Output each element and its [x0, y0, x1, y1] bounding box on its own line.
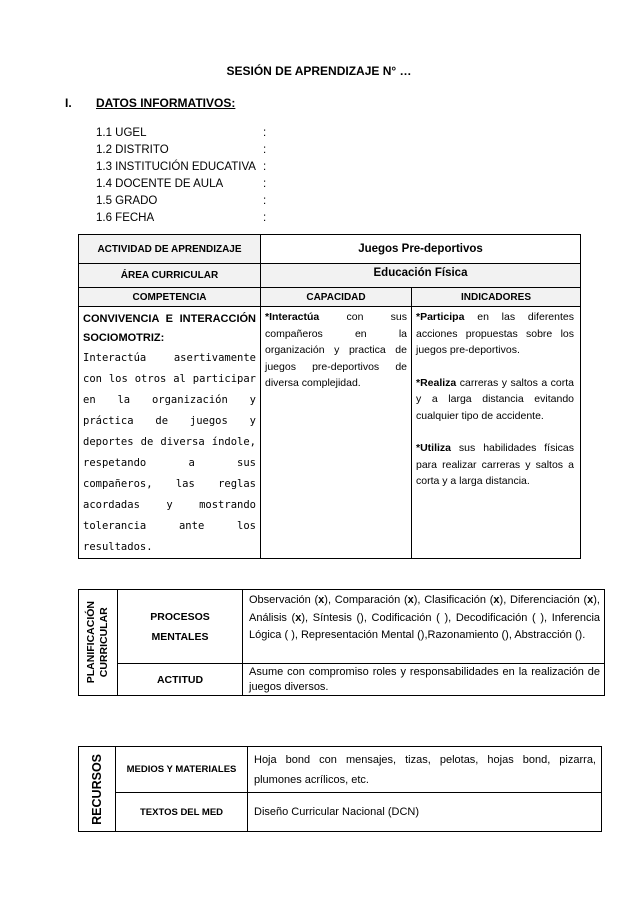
medios-label: MEDIOS Y MATERIALES	[116, 747, 248, 793]
procesos-value	[249, 592, 600, 645]
procesos-value-cell	[243, 590, 605, 664]
capacidad-verb: *Interactúa	[265, 311, 320, 323]
capacidad-rest: con sus compañeros en la organización y practica de juegos pre-deportivos de diversa complejidad.	[265, 311, 407, 389]
textos-value-cell	[248, 793, 602, 832]
indicador-verb: *Realiza	[416, 376, 457, 389]
info-colon: :	[263, 195, 267, 207]
procesos-text-part: Observación (	[249, 594, 319, 606]
recursos-table	[78, 746, 602, 832]
info-colon: :	[263, 178, 267, 190]
procesos-text-part: ), Clasificación (	[413, 594, 494, 606]
indicador-item	[416, 309, 574, 359]
actividad-label: ACTIVIDAD DE APRENDIZAJE	[79, 235, 261, 264]
indicadores-cell	[412, 307, 581, 559]
medios-value-cell	[248, 747, 602, 793]
info-label: 1.6 FECHA	[96, 212, 155, 224]
col-competencia: COMPETENCIA	[79, 288, 261, 307]
info-label: 1.4 DOCENTE DE AULA	[96, 178, 224, 190]
procesos-mark: x	[407, 594, 414, 606]
textos-label: TEXTOS DEL MED	[116, 793, 248, 832]
indicador-rest: en las diferentes acciones propuestas sobre los juegos pre-deportivos.	[416, 311, 574, 356]
procesos-label-line2: MENTALES	[151, 630, 209, 643]
info-label: 1.3 INSTITUCIÓN EDUCATIVA	[96, 161, 256, 173]
capacidad-text	[265, 309, 407, 392]
indicador-item	[416, 375, 574, 425]
info-label: 1.5 GRADO	[96, 195, 158, 207]
recursos-vertical-cell	[79, 747, 116, 832]
info-label: 1.1 UGEL	[96, 127, 147, 139]
competencia-cell	[79, 307, 261, 559]
session-table	[78, 234, 581, 559]
info-colon: :	[263, 127, 267, 139]
planificacion-vertical-label	[85, 601, 111, 683]
col-indicadores: INDICADORES	[412, 288, 581, 307]
competencia-title: CONVIVENCIA E INTERACCIÓN SOCIOMOTRIZ:	[83, 313, 256, 344]
actitud-value-cell	[243, 664, 605, 696]
procesos-mark: x	[587, 594, 594, 606]
indicador-verb: *Utiliza	[416, 442, 452, 454]
procesos-text-part: ), Diferenciación (	[499, 594, 588, 606]
indicador-rest: sus habilidades físicas para realizar carreras y saltos a corta y a larga distancia.	[416, 442, 574, 487]
procesos-text-part: ), Síntesis (), Codificación ( ), Decodificación ( ), Inferencia Lógica ( ), Representación Mental (),Razonamiento (), Abstracción ().	[249, 611, 601, 641]
planificacion-vertical-cell	[79, 590, 118, 696]
info-colon: :	[263, 144, 267, 156]
medios-value: Hoja bond con mensajes, tizas, pelotas, hojas bond, pizarra, plumones acrílicos, etc.	[254, 754, 596, 786]
procesos-mark: x	[318, 594, 325, 606]
area-value: Educación Física	[261, 264, 581, 288]
procesos-label	[118, 590, 243, 664]
textos-value: Diseño Curricular Nacional (DCN)	[254, 806, 420, 818]
col-capacidad: CAPACIDAD	[261, 288, 412, 307]
competencia-body: Interactúa asertivamente con los otros al participar en la organización y práctica de juegos y deportes de diversa índole, respetando a sus compañeros, las reglas acordadas y mostrando tolerancia ante los resultados.	[83, 352, 256, 553]
procesos-text-part: ), Análisis (	[249, 594, 600, 624]
indicador-item	[416, 440, 574, 490]
info-colon: :	[263, 212, 267, 224]
actitud-value: Asume con compromiso roles y responsabilidades en la realización de juegos diversos.	[249, 665, 600, 693]
procesos-text-part: ), Comparación (	[324, 594, 408, 606]
info-colon: :	[263, 161, 267, 173]
procesos-label-line1: PROCESOS	[150, 610, 210, 623]
vertical-line-1: PLANIFICACIÓN	[85, 601, 97, 684]
document-title: SESIÓN DE APRENDIZAJE N° …	[226, 64, 412, 78]
recursos-vertical-label: RECURSOS	[90, 753, 104, 825]
section-number: I.	[65, 96, 72, 110]
procesos-mark: x	[295, 611, 302, 624]
indicador-rest: carreras y saltos a corta y a larga distancia evitando cualquier tipo de accidente.	[416, 376, 574, 422]
section-title: DATOS INFORMATIVOS:	[96, 96, 236, 110]
info-label: 1.2 DISTRITO	[96, 144, 169, 156]
planificacion-table	[78, 589, 605, 696]
actitud-label: ACTITUD	[118, 664, 243, 696]
capacidad-cell	[261, 307, 412, 559]
area-label: ÁREA CURRICULAR	[79, 264, 261, 288]
vertical-line-2: CURRICULAR	[98, 607, 110, 678]
actividad-value: Juegos Pre-deportivos	[261, 235, 581, 264]
procesos-mark: x	[493, 594, 500, 606]
indicador-verb: *Participa	[416, 311, 465, 323]
